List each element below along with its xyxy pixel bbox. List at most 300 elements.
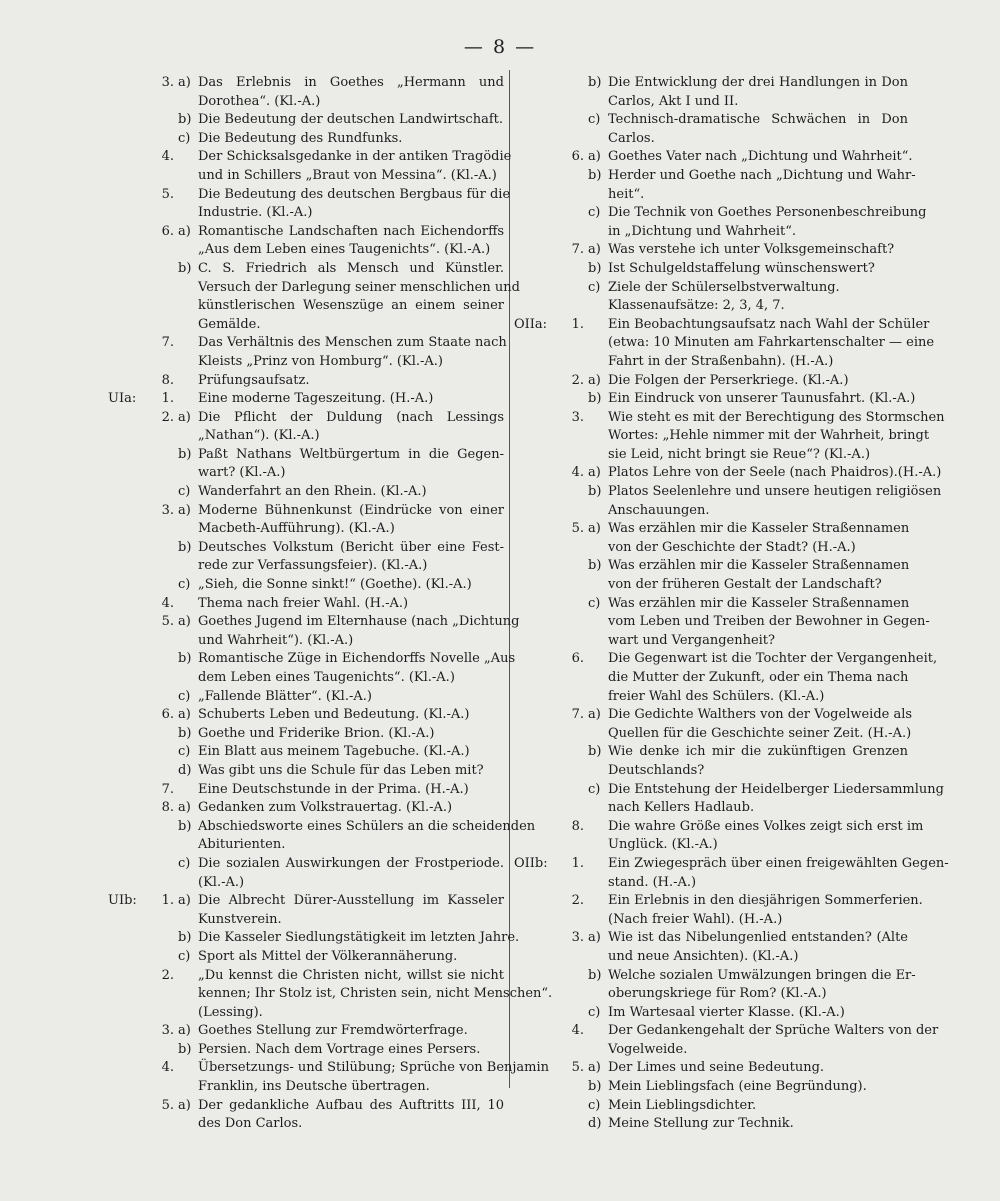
text-line [108, 93, 504, 112]
line-text: Die Kasseler Siedlungstätigkeit im letzten Jahre. [198, 930, 520, 946]
item-number [560, 762, 588, 781]
text-line [514, 502, 908, 521]
text-line [514, 130, 908, 149]
line-text: (Lessing). [198, 1004, 263, 1020]
item-letter: b) [178, 1041, 192, 1057]
line-text: Vogelweide. [608, 1041, 688, 1057]
item-number [150, 1115, 178, 1134]
item-letter: b) [588, 484, 602, 500]
item-number: 6. [571, 149, 584, 165]
class-label [514, 372, 560, 391]
class-label [514, 688, 560, 707]
item-letter: a) [588, 149, 601, 165]
line-text: Prüfungsaufsatz. [198, 372, 310, 388]
item-number [150, 297, 178, 316]
item-letter [178, 1078, 198, 1097]
item-number [560, 985, 588, 1004]
class-label [108, 204, 150, 223]
item-letter [588, 502, 608, 521]
line-text: Die Pflicht der Duldung (nach Lessings [198, 409, 504, 425]
class-label [108, 464, 150, 483]
line-text: heit“. [608, 186, 645, 202]
item-letter: b) [178, 112, 192, 128]
item-number [560, 743, 588, 762]
class-label [108, 483, 150, 502]
class-label [108, 334, 150, 353]
item-number [150, 93, 178, 112]
text-line [514, 743, 908, 762]
item-letter [588, 669, 608, 688]
item-number [150, 464, 178, 483]
item-number: 1. [161, 893, 174, 909]
item-letter [588, 446, 608, 465]
item-number [150, 576, 178, 595]
line-text: Romantische Landschaften nach Eichendorffs [198, 223, 504, 239]
item-number [560, 111, 588, 130]
item-number: 2. [161, 967, 174, 983]
class-label [514, 669, 560, 688]
class-label [514, 576, 560, 595]
text-line [108, 576, 504, 595]
text-line [514, 911, 908, 930]
line-text: Unglück. (Kl.-A.) [608, 837, 718, 853]
line-text: „Aus dem Leben eines Taugenichts“. (Kl.-A.) [198, 242, 491, 258]
item-number [560, 688, 588, 707]
text-line [514, 241, 908, 260]
class-label: UIb: [108, 893, 137, 909]
item-letter [588, 818, 608, 837]
line-text: und in Schillers „Braut von Messina“. (Kl.-A.) [198, 167, 497, 183]
item-number: 3. [161, 1023, 174, 1039]
item-number: 5. [161, 186, 174, 202]
item-letter [588, 874, 608, 893]
text-line [514, 781, 944, 800]
text-line [108, 650, 516, 669]
item-letter [178, 1115, 198, 1134]
class-label [514, 725, 560, 744]
text-line [108, 762, 504, 781]
line-text: Dorothea“. (Kl.-A.) [198, 93, 321, 109]
text-line [108, 539, 504, 558]
item-number [560, 557, 588, 576]
item-letter: d) [588, 1116, 602, 1132]
item-number [560, 967, 588, 986]
item-number [150, 818, 178, 837]
item-number [560, 836, 588, 855]
text-line [514, 706, 913, 725]
text-line [514, 223, 908, 242]
item-number: 1. [571, 316, 584, 332]
item-number: 2. [571, 372, 584, 388]
item-letter: b) [178, 818, 192, 834]
item-letter: b) [588, 967, 602, 983]
class-label [108, 1078, 150, 1097]
item-number [560, 632, 588, 651]
line-text: Platos Seelenlehre und unsere heutigen religiösen [608, 484, 942, 500]
item-number [560, 874, 588, 893]
item-number [150, 985, 178, 1004]
class-label [108, 985, 150, 1004]
line-text: Ein Erlebnis in den diesjährigen Sommerferien. [608, 893, 923, 909]
item-number: 4. [161, 595, 174, 611]
line-text: „Sieh, die Sonne sinkt!“ (Goethe). (Kl.-A.) [198, 577, 472, 593]
text-line [108, 279, 520, 298]
item-letter [588, 725, 608, 744]
item-number [560, 1115, 588, 1134]
item-letter [178, 204, 198, 223]
class-label [514, 223, 560, 242]
item-letter: a) [178, 75, 191, 90]
item-number: 4. [161, 149, 174, 165]
line-text: Abschiedsworte eines Schülers an die scheidenden [198, 818, 536, 834]
class-label [108, 725, 150, 744]
line-text: Macbeth-Aufführung). (Kl.-A.) [198, 521, 395, 537]
text-line [514, 316, 930, 335]
item-number: 2. [161, 409, 174, 425]
item-letter: c) [588, 595, 601, 611]
item-number: 5. [161, 614, 174, 630]
line-text: Wie steht es mit der Berechtigung des Stormschen [608, 409, 945, 425]
item-number [560, 911, 588, 930]
text-line [108, 316, 504, 335]
item-letter [588, 186, 608, 205]
line-text: Die Gedichte Walthers von der Vogelweide als [608, 707, 913, 723]
line-text: Ein Blatt aus meinem Tagebuche. (Kl.-A.) [198, 744, 470, 760]
line-text: „Nathan“). (Kl.-A.) [198, 428, 320, 444]
item-letter [178, 595, 198, 614]
item-letter [588, 613, 608, 632]
item-letter [178, 279, 198, 298]
item-letter [178, 390, 198, 409]
line-text: von der Geschichte der Stadt? (H.-A.) [608, 539, 856, 555]
text-line [514, 353, 908, 372]
item-number: 7. [571, 707, 584, 723]
class-label [108, 427, 150, 446]
text-line [514, 334, 935, 353]
line-text: Franklin, ins Deutsche übertragen. [198, 1079, 430, 1095]
item-letter [178, 241, 198, 260]
class-label [514, 297, 560, 316]
class-label [108, 1059, 150, 1078]
item-letter [588, 409, 608, 428]
item-letter [588, 316, 608, 335]
item-letter [588, 1041, 608, 1060]
item-number [150, 204, 178, 223]
class-label [108, 669, 150, 688]
item-number: 4. [161, 1060, 174, 1076]
text-line [514, 1004, 908, 1023]
class-label [108, 781, 150, 800]
item-number [150, 632, 178, 651]
item-number [150, 1041, 178, 1060]
item-letter [588, 539, 608, 558]
item-letter [178, 967, 198, 986]
text-line [108, 725, 504, 744]
item-letter: b) [588, 167, 602, 183]
text-line [108, 334, 507, 353]
class-label [108, 967, 150, 986]
class-label [514, 762, 560, 781]
item-number [150, 483, 178, 502]
item-letter: a) [588, 930, 601, 946]
line-text: Die Technik von Goethes Personenbeschreibung [608, 205, 927, 221]
class-label [108, 148, 150, 167]
line-text: Der gedankliche Aufbau des Auftritts III, 10 [198, 1097, 504, 1113]
class-label [514, 892, 560, 911]
text-line [514, 520, 908, 539]
text-line [514, 985, 908, 1004]
class-label [514, 483, 560, 502]
text-line [514, 948, 908, 967]
text-line [514, 892, 923, 911]
item-number: 3. [571, 409, 584, 425]
class-label [514, 595, 560, 614]
class-label [108, 260, 150, 279]
text-line [108, 260, 504, 279]
item-letter [588, 836, 608, 855]
text-line [108, 483, 504, 502]
line-text: Kleists „Prinz von Homburg“. (Kl.-A.) [198, 353, 443, 369]
line-text: Platos Lehre von der Seele (nach Phaidros).(H.-A.) [608, 465, 942, 481]
class-label [514, 390, 560, 409]
text-line [108, 836, 504, 855]
item-number: 3. [161, 502, 174, 518]
item-number [560, 781, 588, 800]
class-label [108, 650, 150, 669]
item-letter [588, 650, 608, 669]
text-line [108, 372, 504, 391]
text-line [514, 557, 908, 576]
text-line [514, 613, 930, 632]
text-line [514, 204, 927, 223]
item-number [150, 688, 178, 707]
item-letter: a) [588, 242, 601, 258]
class-label [514, 650, 560, 669]
line-text: sie Leid, nicht bringt sie Reue“? (Kl.-A.) [608, 446, 871, 462]
class-label [108, 762, 150, 781]
class-label [514, 557, 560, 576]
item-letter: c) [588, 781, 601, 797]
item-letter: c) [178, 948, 191, 964]
item-number: 5. [571, 521, 584, 537]
item-letter [178, 836, 198, 855]
item-letter [178, 186, 198, 205]
line-text: künstlerischen Wesenszüge an einem seiner [198, 298, 504, 314]
class-label [514, 130, 560, 149]
class-label: UIa: [108, 391, 137, 407]
text-line [108, 520, 504, 539]
line-text: dem Leben eines Taugenichts“. (Kl.-A.) [198, 670, 455, 685]
line-text: Mein Lieblingsfach (eine Begründung). [608, 1079, 867, 1095]
item-number: 7. [571, 242, 584, 258]
line-text: Übersetzungs- und Stilübung; Sprüche von Benjamin [198, 1060, 550, 1076]
item-number [560, 539, 588, 558]
text-line [514, 855, 949, 874]
line-text: Ein Zwiegespräch über einen freigewählten Gegen- [608, 855, 949, 871]
item-number [150, 279, 178, 298]
class-label [108, 1115, 150, 1134]
text-line [108, 409, 504, 428]
text-line [108, 502, 504, 521]
item-letter [178, 372, 198, 391]
class-label [108, 1022, 150, 1041]
item-letter [178, 911, 198, 930]
class-label [514, 799, 560, 818]
item-letter [588, 427, 608, 446]
text-line [108, 1097, 504, 1116]
item-number: 2. [571, 893, 584, 909]
item-number [560, 1041, 588, 1060]
text-line [108, 148, 512, 167]
item-number: 6. [161, 707, 174, 723]
line-text: Ein Beobachtungsaufsatz nach Wahl der Schüler [608, 316, 930, 332]
item-letter: a) [178, 409, 191, 425]
line-text: Carlos, Akt I und II. [608, 93, 739, 109]
item-number [560, 74, 588, 93]
item-number [150, 669, 178, 688]
line-text: Gemälde. [198, 316, 261, 332]
text-line [514, 688, 908, 707]
class-label [514, 874, 560, 893]
line-text: (Nach freier Wahl). (H.-A.) [608, 911, 783, 927]
class-label [514, 1022, 560, 1041]
line-text: stand. (H.-A.) [608, 874, 697, 890]
item-number: 6. [161, 223, 174, 239]
text-line [108, 241, 504, 260]
class-label [514, 967, 560, 986]
item-number [560, 576, 588, 595]
item-letter [178, 427, 198, 446]
line-text: Deutsches Volkstum (Bericht über eine Fest- [198, 539, 504, 555]
class-label [108, 130, 150, 149]
line-text: Was gibt uns die Schule für das Leben mit? [198, 762, 484, 778]
item-letter: a) [178, 223, 191, 239]
class-label [514, 743, 560, 762]
line-text: Die Gegenwart ist die Tochter der Vergangenheit, [608, 651, 938, 667]
item-number [150, 650, 178, 669]
text-line [108, 985, 553, 1004]
text-line [514, 632, 908, 651]
text-line [514, 446, 908, 465]
line-text: Was erzählen mir die Kasseler Straßennamen [608, 521, 910, 537]
class-label [108, 613, 150, 632]
class-label [108, 297, 150, 316]
class-label [108, 223, 150, 242]
item-letter [588, 334, 608, 353]
text-line [514, 111, 908, 130]
item-number [150, 855, 178, 874]
class-label [108, 111, 150, 130]
item-letter: c) [588, 112, 601, 128]
line-text: „Du kennst die Christen nicht, willst sie nicht [198, 967, 504, 983]
class-label [514, 818, 560, 837]
line-text: Goethes Jugend im Elternhause (nach „Dichtung [198, 614, 520, 630]
item-number [150, 725, 178, 744]
line-text: Anschauungen. [608, 502, 710, 518]
line-text: Romantische Züge in Eichendorffs Novelle „Aus [198, 651, 516, 667]
class-label: OIIa: [514, 316, 548, 332]
class-label [514, 706, 560, 725]
class-label [108, 279, 150, 298]
class-label [514, 279, 560, 298]
item-number [560, 93, 588, 112]
item-letter: a) [178, 502, 191, 518]
text-line [108, 892, 504, 911]
text-line [108, 929, 520, 948]
text-line [514, 1078, 908, 1097]
item-letter [178, 874, 198, 893]
line-text: Die Entstehung der Heidelberger Liedersammlung [608, 781, 944, 797]
item-letter [588, 799, 608, 818]
item-number [150, 911, 178, 930]
line-text: Im Wartesaal vierter Klasse. (Kl.-A.) [608, 1004, 845, 1020]
item-letter [588, 576, 608, 595]
item-number [560, 204, 588, 223]
text-line [514, 539, 908, 558]
text-line [514, 1097, 908, 1116]
line-text: wart? (Kl.-A.) [198, 465, 286, 481]
item-letter: a) [588, 372, 601, 388]
class-label [514, 148, 560, 167]
item-number [560, 260, 588, 279]
class-label [108, 539, 150, 558]
line-text: Ist Schulgeldstaffelung wünschenswert? [608, 260, 875, 276]
line-text: rede zur Verfassungsfeier). (Kl.-A.) [198, 558, 428, 574]
line-text: Technisch-dramatische Schwächen in Don [608, 112, 908, 128]
item-number: 7. [161, 781, 174, 797]
class-label [514, 409, 560, 428]
class-label [108, 874, 150, 893]
item-letter: a) [178, 893, 191, 909]
line-text: Goethe und Friderike Brion. (Kl.-A.) [198, 725, 435, 741]
item-letter [588, 93, 608, 112]
text-line [108, 688, 504, 707]
text-line [108, 204, 504, 223]
item-letter: a) [178, 707, 191, 723]
line-text: Was erzählen mir die Kasseler Straßennamen [608, 558, 910, 574]
item-letter [588, 353, 608, 372]
line-text: Versuch der Darlegung seiner menschlichen und [198, 279, 520, 295]
text-line [514, 260, 908, 279]
line-text: die Mutter der Zukunft, oder ein Thema nach [608, 670, 909, 685]
item-letter [178, 464, 198, 483]
item-letter [588, 948, 608, 967]
text-line [514, 148, 913, 167]
class-label [108, 74, 150, 93]
item-number [560, 427, 588, 446]
class-label [108, 948, 150, 967]
class-label [514, 613, 560, 632]
line-text: Industrie. (Kl.-A.) [198, 205, 313, 221]
item-number [150, 1078, 178, 1097]
item-number: 5. [161, 1097, 174, 1113]
line-text: Ein Eindruck von unserer Taunusfahrt. (Kl.-A.) [608, 391, 916, 407]
item-letter: a) [178, 614, 191, 630]
item-letter: b) [588, 260, 602, 276]
item-letter [178, 557, 198, 576]
text-line [514, 464, 942, 483]
item-number [560, 483, 588, 502]
class-label [108, 706, 150, 725]
line-text: Wortes: „Hehle nimmer mit der Wahrheit, bringt [608, 428, 930, 444]
class-label [514, 929, 560, 948]
class-label [514, 111, 560, 130]
item-number [150, 948, 178, 967]
class-label [108, 836, 150, 855]
text-line [514, 929, 908, 948]
item-number [150, 836, 178, 855]
line-text: von der früheren Gestalt der Landschaft? [608, 577, 882, 593]
